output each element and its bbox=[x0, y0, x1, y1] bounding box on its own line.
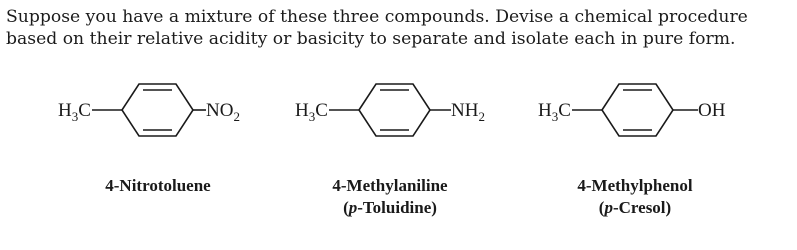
amino-group-label: $NH_2$ bbox=[451, 100, 485, 124]
compound-alt-name: (p-Toluidine) bbox=[343, 198, 437, 217]
hydroxyl-group-label: OH bbox=[698, 100, 726, 121]
methyl-group-label: $H_3C$ bbox=[58, 100, 91, 124]
prompt-line-1: Suppose you have a mixture of these three compounds. Devise a chemical procedure bbox=[6, 7, 748, 27]
compound-name: 4-Methylaniline bbox=[332, 176, 448, 195]
compound-name: 4-Methylphenol bbox=[577, 176, 693, 195]
methylaniline-structure bbox=[262, 80, 532, 160]
compound-alt-name: (p-Cresol) bbox=[598, 198, 672, 217]
prompt-line-2: based on their relative acidity or basicity to separate and isolate each in pure form. bbox=[6, 29, 736, 49]
compound-4-nitrotoluene bbox=[0, 80, 265, 245]
methyl-group-label: $H_3C$ bbox=[295, 100, 328, 124]
benzene-ring bbox=[359, 84, 430, 136]
nitro-group-label: $NO_2$ bbox=[206, 100, 240, 124]
benzene-ring bbox=[122, 84, 193, 136]
compound-4-methylaniline bbox=[262, 80, 532, 245]
compound-4-methylphenol bbox=[505, 80, 785, 245]
methyl-group-label: $H_3C$ bbox=[538, 100, 571, 124]
question-prompt bbox=[6, 6, 791, 50]
benzene-ring bbox=[602, 84, 673, 136]
nitrotoluene-structure bbox=[0, 80, 265, 160]
methylphenol-structure bbox=[505, 80, 785, 160]
compound-name: 4-Nitrotoluene bbox=[105, 176, 211, 195]
